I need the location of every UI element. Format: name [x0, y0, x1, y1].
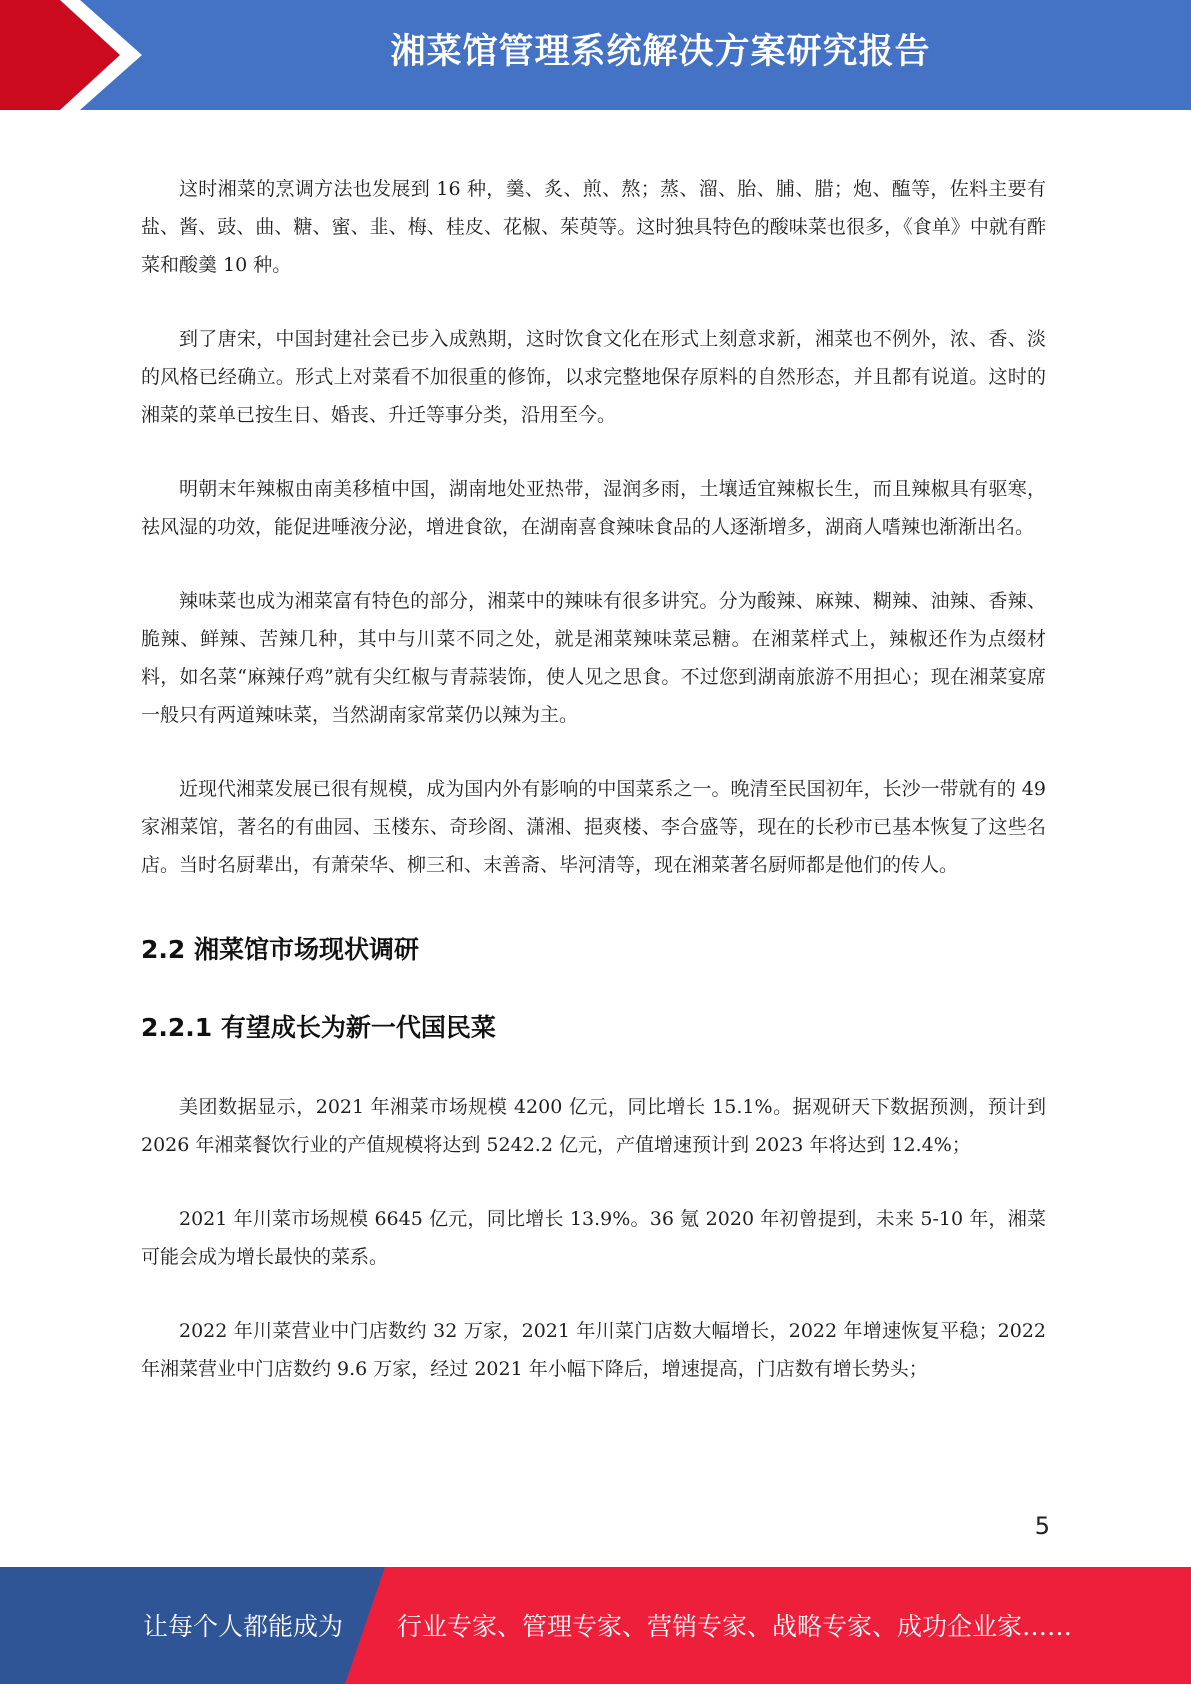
paragraph: 明朝末年辣椒由南美移植中国，湖南地处亚热带，湿润多雨，土壤适宜辣椒长生，而且辣椒具有驱寒，祛风湿的功效，能促进唾液分泌，增进食欲，在湖南喜食辣味食品的人逐渐增多，湖商人嗜辣也渐渐出名。: [141, 478, 1046, 538]
paragraph: 2021 年川菜市场规模 6645 亿元，同比增长 13.9%。36 氪 2020 年初曾提到，未来 5-10 年，湘菜可能会成为增长最快的菜系。: [141, 1208, 1046, 1268]
paragraph: 到了唐宋，中国封建社会已步入成熟期，这时饮食文化在形式上刻意求新，湘菜也不例外，浓、香、淡的风格已经确立。形式上对菜看不加很重的修饰，以求完整地保存原料的自然形态，并且都有说道。这时的湘菜的菜单已按生日、婚丧、升迁等事分类，沿用至今。: [141, 328, 1046, 426]
paragraph: 辣味菜也成为湘菜富有特色的部分，湘菜中的辣味有很多讲究。分为酸辣、麻辣、糊辣、油辣、香辣、脆辣、鲜辣、苦辣几种，其中与川菜不同之处，就是湘菜辣味菜忌糖。在湘菜样式上，辣椒还作为点缀材料，如名菜“麻辣仔鸡”就有尖红椒与青蒜装饰，使人见之思食。不过您到湖南旅游不用担心；现在湘菜宴席一般只有两道辣味菜，当然湖南家常菜仍以辣为主。: [141, 590, 1046, 726]
paragraph: 美团数据显示，2021 年湘菜市场规模 4200 亿元，同比增长 15.1%。据观研天下数据预测，预计到 2026 年湘菜餐饮行业的产值规模将达到 5242.2 亿元，产值增速预计到 2023 年将达到 12.4%；: [141, 1096, 1046, 1156]
subsection-heading: 2.2.1 有望成长为新一代国民菜: [141, 1013, 496, 1042]
page-content: [141, 170, 1046, 1424]
report-title: 湘菜馆管理系统解决方案研究报告: [390, 32, 931, 72]
footer-slogan-right: 行业专家、管理专家、营销专家、战略专家、成功企业家……: [397, 1612, 1073, 1641]
section-heading: 2.2 湘菜馆市场现状调研: [141, 935, 419, 964]
paragraph: 2022 年川菜营业中门店数约 32 万家，2021 年川菜门店数大幅增长，2022 年增速恢复平稳；2022 年湘菜营业中门店数约 9.6 万家，经过 2021 年小幅下降后，增速提高，门店数有增长势头；: [141, 1320, 1046, 1380]
footer-slogan-left: 让每个人都能成为: [143, 1612, 344, 1641]
page-number: 5: [1034, 1512, 1050, 1540]
paragraph: 这时湘菜的烹调方法也发展到 16 种，羹、炙、煎、熬；蒸、溜、胎、脯、腊；炮、醢等，佐料主要有盐、酱、豉、曲、糖、蜜、韭、梅、桂皮、花椒、茱萸等。这时独具特色的酸味菜也很多，《食单》中就有酢菜和酸羹 10 种。: [141, 178, 1046, 276]
paragraph: 近现代湘菜发展已很有规模，成为国内外有影响的中国菜系之一。晚清至民国初年，长沙一带就有的 49 家湘菜馆，著名的有曲园、玉楼东、奇珍阁、潇湘、挹爽楼、李合盛等，现在的长秒市已基本恢复了这些名店。当时名厨辈出，有萧荣华、柳三和、末善斋、毕河清等，现在湘菜著名厨师都是他们的传人。: [141, 778, 1046, 876]
footer-band: [0, 1567, 1191, 1684]
header-band: [0, 0, 1191, 110]
